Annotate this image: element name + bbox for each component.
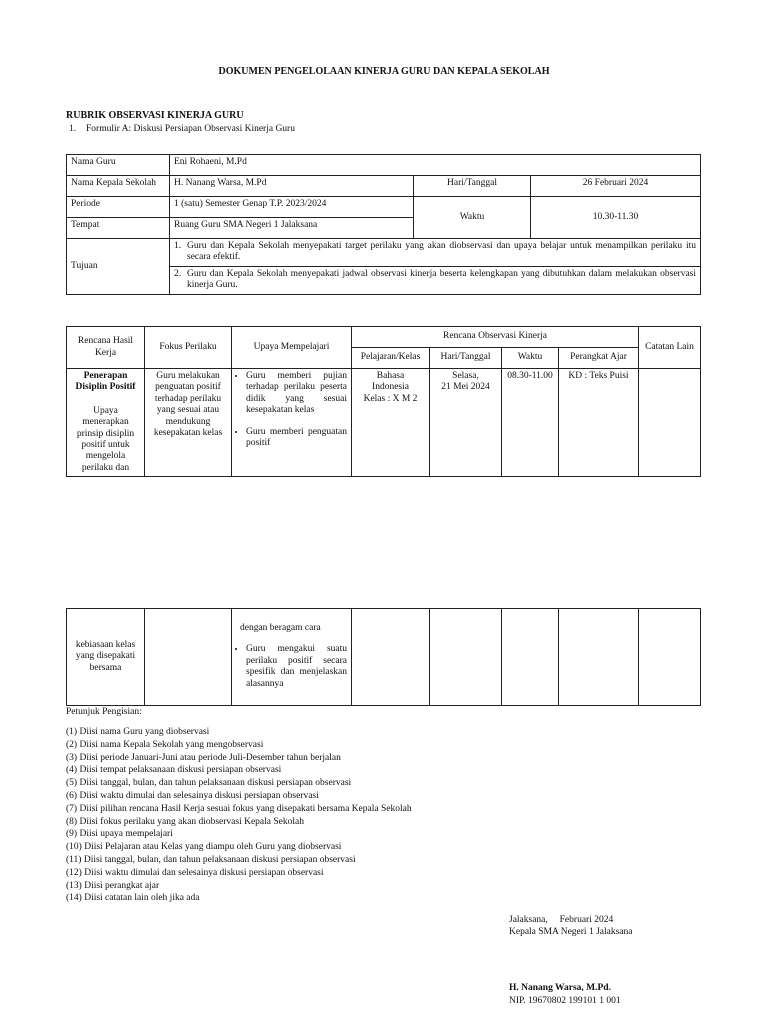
petunjuk-item: (6) Diisi waktu dimulai dan selesainya diskusi persiapan observasi bbox=[66, 790, 319, 801]
header-catatan-lain: Catatan Lain bbox=[639, 327, 701, 369]
pelajaran-line: Indonesia bbox=[372, 382, 409, 393]
cell-hari-tanggal bbox=[430, 369, 502, 477]
signature-nip: NIP. 19670802 199101 1 001 bbox=[509, 996, 621, 1006]
cell-rencana-hasil-kerja bbox=[67, 369, 145, 477]
info-row-tujuan-1 bbox=[67, 239, 701, 267]
petunjuk-item: (12) Diisi waktu dimulai dan selesainya diskusi persiapan observasi bbox=[66, 867, 324, 878]
info-row-kepsek bbox=[67, 176, 701, 197]
header-waktu: Waktu bbox=[502, 348, 559, 369]
nama-kepsek-label: Nama Kepala Sekolah bbox=[67, 176, 170, 197]
rhk-title: Penerapan Disiplin Positif bbox=[75, 371, 136, 393]
signature-name: H. Nanang Warsa, M.Pd. bbox=[509, 983, 611, 993]
cell-catatan-continued bbox=[639, 609, 701, 706]
header-hari-tanggal: Hari/Tanggal bbox=[430, 348, 502, 369]
upaya-list-continued bbox=[236, 644, 347, 690]
hari-line: Selasa, bbox=[452, 371, 479, 381]
tujuan-item-number: 2. bbox=[174, 268, 182, 279]
hari-tanggal-label: Hari/Tanggal bbox=[414, 176, 531, 197]
upaya-item: • Guru memberi pujian terhadap perilaku peserta didik yang sesuai kesepakatan kelas bbox=[246, 371, 347, 417]
tempat-label: Tempat bbox=[67, 218, 170, 239]
petunjuk-item: (4) Diisi tempat pelaksanaan diskusi persiapan observasi bbox=[66, 765, 282, 776]
petunjuk-item: (1) Diisi nama Guru yang diobservasi bbox=[66, 727, 210, 737]
header-fokus-perilaku: Fokus Perilaku bbox=[145, 327, 232, 369]
petunjuk-item: (2) Diisi nama Kepala Sekolah yang mengobservasi bbox=[66, 739, 264, 750]
cell-pelajaran-continued bbox=[352, 609, 430, 706]
petunjuk-item: (13) Diisi perangkat ajar bbox=[66, 880, 160, 891]
periode-value: 1 (satu) Semester Genap T.P. 2023/2024 bbox=[170, 197, 414, 218]
tujuan-item-2 bbox=[170, 266, 701, 294]
nama-guru-value: Eni Rohaeni, M.Pd bbox=[170, 155, 701, 176]
cell-perangkat-continued bbox=[559, 609, 639, 706]
document-title: DOKUMEN PENGELOLAAN KINERJA GURU DAN KEPALA SEKOLAH bbox=[218, 66, 550, 77]
cell-hari-continued bbox=[430, 609, 502, 706]
cell-upaya-mempelajari bbox=[232, 369, 352, 477]
petunjuk-title: Petunjuk Pengisian: bbox=[66, 707, 142, 717]
signature-title: Kepala SMA Negeri 1 Jalaksana bbox=[509, 927, 633, 937]
formulir-heading bbox=[69, 124, 295, 135]
rubric-title: RUBRIK OBSERVASI KINERJA GURU bbox=[66, 110, 244, 121]
header-upaya-mempelajari: Upaya Mempelajari bbox=[232, 327, 352, 369]
header-perangkat-ajar: Perangkat Ajar bbox=[559, 348, 639, 369]
header-rencana-hasil-kerja: Rencana Hasil Kerja bbox=[67, 327, 145, 369]
rhk-body: Upaya menerapkan prinsip disiplin positif untuk mengelola perilaku dan bbox=[76, 405, 135, 473]
plan-data-row bbox=[67, 369, 701, 477]
waktu-label: Waktu bbox=[414, 197, 531, 239]
info-row-nama-guru bbox=[67, 155, 701, 176]
petunjuk-item: (11) Diisi tanggal, bulan, dan tahun pelaksanaan diskusi persiapan observasi bbox=[66, 854, 356, 865]
upaya-item: • Guru mengakui suatu perilaku positif secara spesifik dan menjelaskan alasannya bbox=[246, 644, 347, 690]
cell-fokus-continued bbox=[145, 609, 232, 706]
signature-place-date: Jalaksana, Februari 2024 bbox=[509, 915, 614, 925]
info-table bbox=[66, 154, 701, 295]
tujuan-item-1 bbox=[170, 239, 701, 267]
pelajaran-line: Kelas : X M 2 bbox=[363, 393, 418, 404]
periode-label: Periode bbox=[67, 197, 170, 218]
info-row-periode bbox=[67, 197, 701, 218]
plan-table bbox=[66, 326, 701, 477]
cell-upaya-continued bbox=[232, 609, 352, 706]
petunjuk-item: (10) Diisi Pelajaran atau Kelas yang diampu oleh Guru yang diobservasi bbox=[66, 842, 342, 853]
pelajaran-line: Bahasa bbox=[376, 371, 405, 381]
plan-continued-row bbox=[67, 609, 701, 706]
petunjuk-item: (5) Diisi tanggal, bulan, dan tahun pelaksanaan diskusi persiapan observasi bbox=[66, 778, 352, 789]
tujuan-item-number: 1. bbox=[174, 241, 182, 251]
cell-pelajaran-kelas bbox=[352, 369, 430, 477]
tempat-value: Ruang Guru SMA Negeri 1 Jalaksana bbox=[170, 218, 414, 239]
upaya-list bbox=[236, 371, 347, 449]
hari-line: 21 Mei 2024 bbox=[441, 382, 490, 393]
upaya-item: • Guru memberi penguatan positif bbox=[246, 427, 347, 450]
formulir-number: 1. bbox=[69, 124, 77, 134]
petunjuk-item: (9) Diisi upaya mempelajari bbox=[66, 829, 173, 840]
petunjuk-item: (8) Diisi fokus perilaku yang akan diobservasi Kepala Sekolah bbox=[66, 816, 304, 827]
petunjuk-item: (14) Diisi catatan lain oleh jika ada bbox=[66, 893, 200, 904]
header-rencana-observasi: Rencana Observasi Kinerja bbox=[352, 327, 639, 348]
hari-tanggal-value: 26 Februari 2024 bbox=[531, 176, 701, 197]
tujuan-item-text: Guru dan Kepala Sekolah menyepakati jadwal observasi kinerja beserta kelengkapan yang dibutuhkan dalam melakukan observasi kinerja Guru. bbox=[187, 268, 696, 291]
formulir-label: Formulir A: Diskusi Persiapan Observasi Kinerja Guru bbox=[86, 124, 295, 134]
petunjuk-item: (3) Diisi periode Januari-Juni atau periode Juli-Desember tahun berjalan bbox=[66, 752, 341, 763]
nama-guru-label: Nama Guru bbox=[67, 155, 170, 176]
cell-waktu-continued bbox=[502, 609, 559, 706]
tujuan-label: Tujuan bbox=[67, 239, 170, 295]
petunjuk-item: (7) Diisi pilihan rencana Hasil Kerja sesuai fokus yang disepakati bersama Kepala Sekolah bbox=[66, 803, 412, 814]
plan-table-continued bbox=[66, 608, 701, 706]
plan-header-row-1 bbox=[67, 327, 701, 348]
waktu-value: 10.30-11.30 bbox=[531, 197, 701, 239]
header-pelajaran-kelas: Pelajaran/Kelas bbox=[352, 348, 430, 369]
cell-perangkat-ajar: KD : Teks Puisi bbox=[559, 369, 639, 477]
tujuan-item-text: Guru dan Kepala Sekolah menyepakati target perilaku yang akan diobservasi dan upaya belajar untuk menampilkan perilaku itu secara efektif. bbox=[187, 241, 696, 263]
cell-fokus-perilaku: Guru melakukan penguatan positif terhadap perilaku yang sesuai atau mendukung kesepakatan kelas bbox=[145, 369, 232, 477]
cell-catatan-lain bbox=[639, 369, 701, 477]
cell-waktu: 08.30-11.00 bbox=[502, 369, 559, 477]
upaya-continued-text: dengan beragam cara bbox=[240, 623, 321, 633]
nama-kepsek-value: H. Nanang Warsa, M.Pd bbox=[170, 176, 414, 197]
petunjuk-list bbox=[66, 727, 412, 906]
cell-rencana-hasil-kerja-continued: kebiasaan kelas yang disepakati bersama bbox=[67, 609, 145, 706]
